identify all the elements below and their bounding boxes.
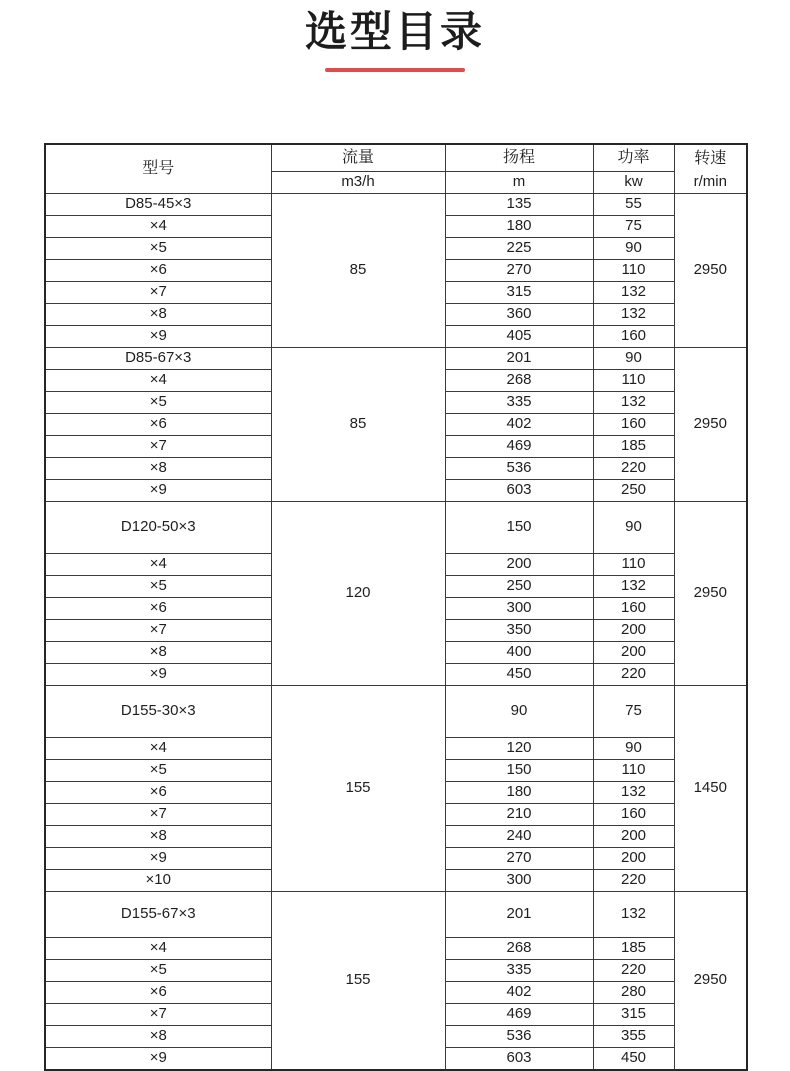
- model-cell: ×7: [45, 282, 271, 304]
- model-cell: ×6: [45, 414, 271, 436]
- power-cell: 200: [593, 826, 674, 848]
- head-cell: 350: [445, 620, 593, 642]
- model-cell: ×5: [45, 238, 271, 260]
- head-cell: 469: [445, 1004, 593, 1026]
- power-cell: 160: [593, 598, 674, 620]
- header-power-unit: kw: [593, 172, 674, 194]
- head-cell: 450: [445, 664, 593, 686]
- head-cell: 268: [445, 938, 593, 960]
- table-row: [45, 348, 747, 370]
- model-cell: ×5: [45, 760, 271, 782]
- model-cell: ×6: [45, 260, 271, 282]
- speed-cell: 2950: [674, 502, 747, 686]
- power-cell: 132: [593, 576, 674, 598]
- power-cell: 200: [593, 848, 674, 870]
- header-speed-unit: r/min: [693, 173, 727, 191]
- head-cell: 268: [445, 370, 593, 392]
- power-cell: 200: [593, 620, 674, 642]
- head-cell: 120: [445, 738, 593, 760]
- head-cell: 603: [445, 480, 593, 502]
- power-cell: 250: [593, 480, 674, 502]
- head-cell: 150: [445, 502, 593, 554]
- table-body: [45, 194, 747, 1070]
- model-cell: ×9: [45, 480, 271, 502]
- header-speed: [674, 144, 747, 194]
- head-cell: 360: [445, 304, 593, 326]
- table-row: [45, 892, 747, 938]
- power-cell: 90: [593, 738, 674, 760]
- speed-cell: 1450: [674, 686, 747, 892]
- header-flow: 流量: [271, 144, 445, 172]
- speed-cell: 2950: [674, 194, 747, 348]
- power-cell: 220: [593, 960, 674, 982]
- model-cell: ×9: [45, 848, 271, 870]
- head-cell: 469: [445, 436, 593, 458]
- speed-cell: 2950: [674, 892, 747, 1070]
- power-cell: 200: [593, 642, 674, 664]
- power-cell: 185: [593, 436, 674, 458]
- power-cell: 450: [593, 1048, 674, 1070]
- table-row: [45, 686, 747, 738]
- head-cell: 402: [445, 414, 593, 436]
- head-cell: 400: [445, 642, 593, 664]
- power-cell: 280: [593, 982, 674, 1004]
- model-cell: ×7: [45, 1004, 271, 1026]
- head-cell: 270: [445, 848, 593, 870]
- head-cell: 201: [445, 892, 593, 938]
- head-cell: 201: [445, 348, 593, 370]
- head-cell: 603: [445, 1048, 593, 1070]
- model-cell: D155-30×3: [45, 686, 271, 738]
- power-cell: 315: [593, 1004, 674, 1026]
- power-cell: 132: [593, 892, 674, 938]
- flow-cell: 85: [271, 348, 445, 502]
- power-cell: 160: [593, 326, 674, 348]
- table-header: [45, 144, 747, 194]
- head-cell: 315: [445, 282, 593, 304]
- head-cell: 536: [445, 1026, 593, 1048]
- page-title: 选型目录: [304, 8, 485, 55]
- power-cell: 132: [593, 782, 674, 804]
- model-cell: ×6: [45, 598, 271, 620]
- power-cell: 55: [593, 194, 674, 216]
- head-cell: 240: [445, 826, 593, 848]
- power-cell: 160: [593, 804, 674, 826]
- model-cell: ×4: [45, 738, 271, 760]
- model-cell: ×6: [45, 982, 271, 1004]
- flow-cell: 155: [271, 686, 445, 892]
- power-cell: 160: [593, 414, 674, 436]
- header-flow-unit: m3/h: [271, 172, 445, 194]
- head-cell: 300: [445, 870, 593, 892]
- model-cell: ×5: [45, 576, 271, 598]
- model-cell: ×4: [45, 938, 271, 960]
- power-cell: 90: [593, 348, 674, 370]
- power-cell: 185: [593, 938, 674, 960]
- head-cell: 335: [445, 960, 593, 982]
- head-cell: 90: [445, 686, 593, 738]
- head-cell: 335: [445, 392, 593, 414]
- model-cell: ×5: [45, 960, 271, 982]
- model-cell: ×5: [45, 392, 271, 414]
- power-cell: 355: [593, 1026, 674, 1048]
- table-row: [45, 502, 747, 554]
- model-cell: ×8: [45, 304, 271, 326]
- power-cell: 90: [593, 238, 674, 260]
- model-cell: ×8: [45, 458, 271, 480]
- title-underline-accent: [325, 68, 465, 72]
- model-cell: D85-45×3: [45, 194, 271, 216]
- head-cell: 150: [445, 760, 593, 782]
- header-speed-label: 转速: [694, 149, 727, 167]
- power-cell: 75: [593, 686, 674, 738]
- model-cell: ×10: [45, 870, 271, 892]
- head-cell: 180: [445, 216, 593, 238]
- power-cell: 220: [593, 664, 674, 686]
- power-cell: 110: [593, 370, 674, 392]
- model-cell: ×8: [45, 826, 271, 848]
- flow-cell: 155: [271, 892, 445, 1070]
- power-cell: 132: [593, 282, 674, 304]
- power-cell: 75: [593, 216, 674, 238]
- table-row: [45, 194, 747, 216]
- power-cell: 220: [593, 458, 674, 480]
- head-cell: 270: [445, 260, 593, 282]
- model-cell: ×9: [45, 326, 271, 348]
- model-cell: ×4: [45, 554, 271, 576]
- header-head: 扬程: [445, 144, 593, 172]
- page-header: [0, 4, 790, 72]
- model-cell: ×4: [45, 216, 271, 238]
- head-cell: 180: [445, 782, 593, 804]
- power-cell: 110: [593, 554, 674, 576]
- head-cell: 405: [445, 326, 593, 348]
- head-cell: 250: [445, 576, 593, 598]
- power-cell: 90: [593, 502, 674, 554]
- head-cell: 402: [445, 982, 593, 1004]
- head-cell: 210: [445, 804, 593, 826]
- model-cell: ×7: [45, 436, 271, 458]
- header-head-unit: m: [445, 172, 593, 194]
- header-row-1: [45, 144, 747, 172]
- head-cell: 300: [445, 598, 593, 620]
- power-cell: 132: [593, 392, 674, 414]
- speed-cell: 2950: [674, 348, 747, 502]
- head-cell: 135: [445, 194, 593, 216]
- head-cell: 536: [445, 458, 593, 480]
- power-cell: 220: [593, 870, 674, 892]
- head-cell: 225: [445, 238, 593, 260]
- head-cell: 200: [445, 554, 593, 576]
- model-cell: ×9: [45, 664, 271, 686]
- model-cell: ×7: [45, 620, 271, 642]
- flow-cell: 85: [271, 194, 445, 348]
- model-cell: ×4: [45, 370, 271, 392]
- model-cell: D120-50×3: [45, 502, 271, 554]
- power-cell: 110: [593, 260, 674, 282]
- model-cell: ×6: [45, 782, 271, 804]
- header-model: 型号: [45, 144, 271, 194]
- flow-cell: 120: [271, 502, 445, 686]
- model-cell: D155-67×3: [45, 892, 271, 938]
- selection-catalog-table: [44, 143, 748, 1071]
- power-cell: 110: [593, 760, 674, 782]
- header-power: 功率: [593, 144, 674, 172]
- model-cell: ×7: [45, 804, 271, 826]
- power-cell: 132: [593, 304, 674, 326]
- model-cell: ×8: [45, 642, 271, 664]
- model-cell: ×9: [45, 1048, 271, 1070]
- model-cell: ×8: [45, 1026, 271, 1048]
- model-cell: D85-67×3: [45, 348, 271, 370]
